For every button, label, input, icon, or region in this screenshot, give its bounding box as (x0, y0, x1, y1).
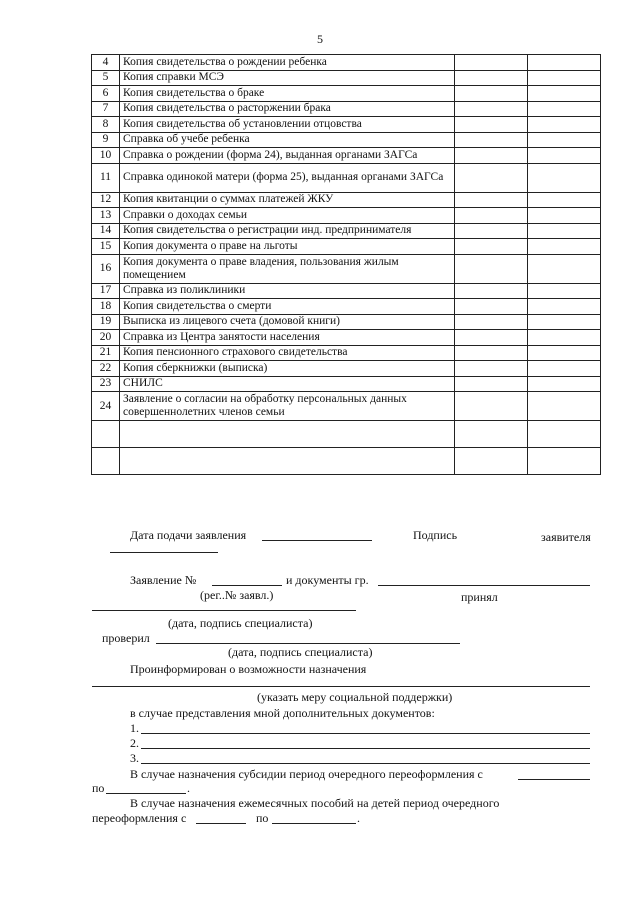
mark-cell[interactable] (528, 117, 601, 133)
page-number: 5 (317, 32, 323, 46)
mark-cell[interactable] (528, 223, 601, 239)
date-signature-caption-1: (дата, подпись специалиста) (168, 616, 313, 630)
item-2-label: 2. (130, 736, 139, 750)
item-1-field[interactable] (141, 733, 590, 734)
mark-cell[interactable] (528, 70, 601, 86)
date-field[interactable] (262, 540, 372, 541)
row-number: 5 (92, 70, 120, 86)
row-number: 7 (92, 101, 120, 117)
document-name: Копия документа о праве на льготы (120, 239, 455, 255)
mark-cell[interactable] (528, 314, 601, 330)
document-name: Копия документа о праве владения, пользования жилым помещением (120, 254, 455, 283)
mark-cell[interactable] (455, 208, 528, 224)
mark-cell[interactable] (455, 239, 528, 255)
table-row (92, 361, 601, 377)
row-number: 14 (92, 223, 120, 239)
subsidy-from-field[interactable] (518, 779, 590, 780)
mark-cell[interactable] (455, 330, 528, 346)
checked-by-field[interactable] (156, 643, 460, 644)
document-name: Справка из поликлиники (120, 283, 455, 299)
row-number: 8 (92, 117, 120, 133)
mark-cell[interactable] (455, 117, 528, 133)
mark-cell[interactable] (455, 345, 528, 361)
accepted-label: принял (461, 590, 498, 604)
table-row (92, 192, 601, 208)
document-name (120, 448, 455, 475)
document-name: Справка одинокой матери (форма 25), выданная органами ЗАГСа (120, 163, 455, 192)
row-number: 6 (92, 86, 120, 102)
applicant-label: заявителя (541, 530, 591, 544)
mark-cell[interactable] (528, 254, 601, 283)
row-number: 17 (92, 283, 120, 299)
document-name: Копия свидетельства о смерти (120, 299, 455, 315)
mark-cell[interactable] (528, 192, 601, 208)
table-row (92, 421, 601, 448)
row-number: 18 (92, 299, 120, 315)
item-3-field[interactable] (141, 763, 590, 764)
mark-cell[interactable] (455, 392, 528, 421)
table-row (92, 223, 601, 239)
document-name (120, 421, 455, 448)
table-row (92, 70, 601, 86)
row-number: 10 (92, 148, 120, 164)
document-name: Копия свидетельства о расторжении брака (120, 101, 455, 117)
document-name: Копия пенсионного страхового свидетельства (120, 345, 455, 361)
document-name: Выписка из лицевого счета (домовой книги) (120, 314, 455, 330)
mark-cell[interactable] (455, 223, 528, 239)
subsidy-text: В случае назначения субсидии период очередного переоформления с (130, 767, 483, 781)
document-name: СНИЛС (120, 376, 455, 392)
document-name: Справка о рождении (форма 24), выданная органами ЗАГСа (120, 148, 455, 164)
mark-cell[interactable] (455, 299, 528, 315)
reg-no-caption: (рег..№ заявл.) (200, 588, 274, 602)
mark-cell[interactable] (455, 148, 528, 164)
allowance-text: В случае назначения ежемесячных пособий на детей период очередного (130, 796, 500, 810)
item-3-label: 3. (130, 751, 139, 765)
row-number: 24 (92, 392, 120, 421)
accepted-by-field[interactable] (92, 610, 356, 611)
mark-cell[interactable] (455, 132, 528, 148)
document-name: Справка из Центра занятости населения (120, 330, 455, 346)
mark-cell[interactable] (455, 376, 528, 392)
table-row (92, 86, 601, 102)
mark-cell[interactable] (455, 314, 528, 330)
document-name: Справки о доходах семьи (120, 208, 455, 224)
subsidy-to-field[interactable] (106, 793, 186, 794)
mark-cell[interactable] (528, 448, 601, 475)
table-row (92, 448, 601, 475)
mark-cell[interactable] (528, 86, 601, 102)
table-row (92, 314, 601, 330)
table-row (92, 163, 601, 192)
table-row (92, 117, 601, 133)
mark-cell[interactable] (455, 421, 528, 448)
mark-cell[interactable] (528, 361, 601, 377)
mark-cell[interactable] (455, 192, 528, 208)
row-number: 13 (92, 208, 120, 224)
informed-label: Проинформирован о возможности назначения (130, 662, 367, 676)
item-2-field[interactable] (141, 748, 590, 749)
mark-cell[interactable] (528, 421, 601, 448)
document-name: Копия квитанции о суммах платежей ЖКУ (120, 192, 455, 208)
reissue-to-field[interactable] (272, 823, 356, 824)
row-number: 16 (92, 254, 120, 283)
document-name: Заявление о согласии на обработку персональных данных совершеннолетних членов семьи (120, 392, 455, 421)
table-row (92, 148, 601, 164)
document-name: Копия свидетельства о рождении ребенка (120, 55, 455, 71)
row-number: 11 (92, 163, 120, 192)
mark-cell[interactable] (455, 254, 528, 283)
mark-cell[interactable] (528, 148, 601, 164)
mark-cell[interactable] (455, 86, 528, 102)
mark-cell[interactable] (528, 208, 601, 224)
applicant-signature-field[interactable] (110, 552, 218, 553)
mark-cell[interactable] (528, 101, 601, 117)
mark-cell[interactable] (528, 239, 601, 255)
mark-cell[interactable] (455, 55, 528, 71)
document-name: Копия сберкнижки (выписка) (120, 361, 455, 377)
table-row (92, 299, 601, 315)
row-number: 9 (92, 132, 120, 148)
row-number: 15 (92, 239, 120, 255)
reissue-to-label: по (256, 811, 269, 825)
mark-cell[interactable] (528, 299, 601, 315)
reissue-end: . (357, 811, 360, 825)
mark-cell[interactable] (528, 283, 601, 299)
application-no-label: Заявление № (130, 573, 197, 587)
table-row (92, 392, 601, 421)
table-row (92, 239, 601, 255)
item-1-label: 1. (130, 721, 139, 735)
checked-label: проверил (102, 631, 150, 645)
mark-cell[interactable] (528, 55, 601, 71)
document-name: Копия свидетельства об установлении отцовства (120, 117, 455, 133)
table-row (92, 345, 601, 361)
mark-cell[interactable] (455, 70, 528, 86)
row-number: 22 (92, 361, 120, 377)
subsidy-end: . (187, 781, 190, 795)
row-number (92, 448, 120, 475)
mark-cell[interactable] (528, 163, 601, 192)
table-row (92, 208, 601, 224)
signature-label: Подпись (413, 528, 458, 542)
row-number: 19 (92, 314, 120, 330)
table-row (92, 330, 601, 346)
mark-cell[interactable] (528, 392, 601, 421)
mark-cell[interactable] (528, 376, 601, 392)
documents-table (91, 54, 601, 475)
support-measure-field[interactable] (92, 686, 590, 687)
mark-cell[interactable] (455, 283, 528, 299)
table-row (92, 254, 601, 283)
mark-cell[interactable] (528, 132, 601, 148)
reissue-from-field[interactable] (196, 823, 246, 824)
support-measure-caption: (указать меру социальной поддержки) (257, 690, 453, 704)
row-number: 23 (92, 376, 120, 392)
date-signature-caption-2: (дата, подпись специалиста) (228, 645, 373, 659)
document-name: Копия свидетельства о браке (120, 86, 455, 102)
mark-cell[interactable] (455, 361, 528, 377)
mark-cell[interactable] (455, 101, 528, 117)
document-name: Копия свидетельства о регистрации инд. предпринимателя (120, 223, 455, 239)
row-number (92, 421, 120, 448)
row-number: 20 (92, 330, 120, 346)
additional-docs-label: в случае представления мной дополнительных документов: (130, 706, 435, 720)
mark-cell[interactable] (455, 448, 528, 475)
document-name: Копия справки МСЭ (120, 70, 455, 86)
table-row (92, 283, 601, 299)
mark-cell[interactable] (455, 163, 528, 192)
reissue-from-label: переоформления с (92, 811, 187, 825)
application-no-field[interactable] (212, 585, 282, 586)
table-row (92, 55, 601, 71)
mark-cell[interactable] (528, 330, 601, 346)
date-label: Дата подачи заявления (130, 528, 247, 542)
documents-label: и документы гр. (286, 573, 369, 587)
table-row (92, 132, 601, 148)
mark-cell[interactable] (528, 345, 601, 361)
subsidy-to-label: по (92, 781, 105, 795)
table-row (92, 376, 601, 392)
table-row (92, 101, 601, 117)
document-name: Справка об учебе ребенка (120, 132, 455, 148)
citizen-name-field[interactable] (378, 585, 590, 586)
row-number: 4 (92, 55, 120, 71)
row-number: 12 (92, 192, 120, 208)
row-number: 21 (92, 345, 120, 361)
